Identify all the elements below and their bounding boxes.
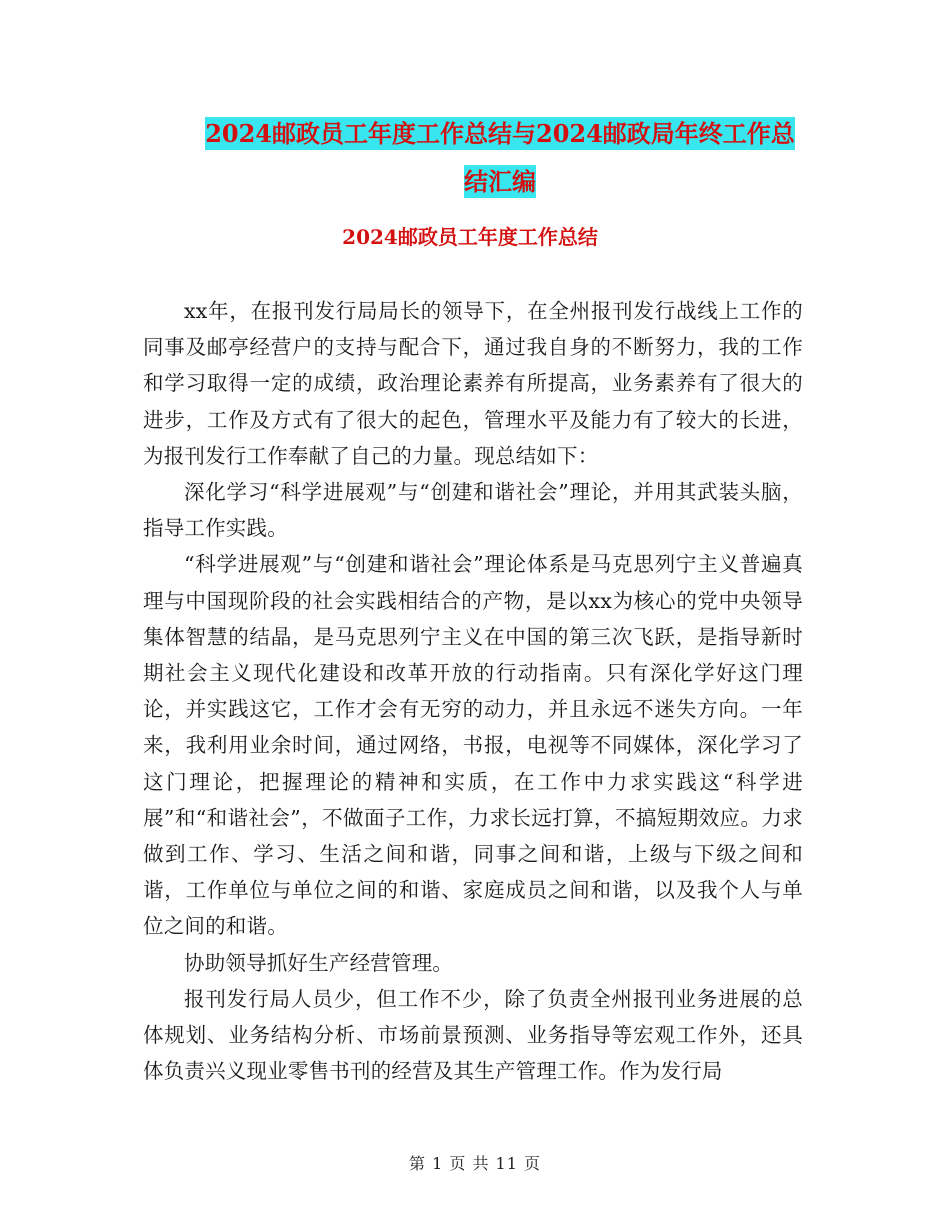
document-body: [143, 293, 803, 1089]
paragraph-1: xx年，在报刊发行局局长的领导下，在全州报刊发行战线上工作的同事及邮亭经营户的支持与配合下，通过我自身的不断努力，我的工作和学习取得一定的成绩，政治理论素养有所提高，业务素养有了很大的进步，工作及方式有了很大的起色，管理水平及能力有了较大的长进，为报刊发行工作奉献了自己的力量。现总结如下：: [143, 299, 803, 468]
paragraph-4: 协助领导抓好生产经营管理。: [184, 950, 454, 975]
document-title: [140, 110, 860, 206]
title-line-1: 2024邮政员工年度工作总结与2024邮政局年终工作总: [205, 119, 795, 148]
paragraph-5: 报刊发行局人员少，但工作不少，除了负责全州报刊业务进展的总体规划、业务结构分析、市场前景预测、业务指导等宏观工作外，还具体负责兴义现业零售书刊的经营及其生产管理工作。作为发行局: [143, 986, 803, 1084]
paragraph-3: “科学进展观”与“创建和谐社会”理论体系是马克思列宁主义普遍真理与中国现阶段的社会实践相结合的产物，是以xx为核心的党中央领导集体智慧的结晶，是马克思列宁主义在中国的第三次飞跃，是指导新时期社会主义现代化建设和改革开放的行动指南。只有深化学好这门理论，并实践这它，工作才会有无穷的动力，并且永远不迷失方向。一年来，我利用业余时间，通过网络，书报，电视等不同媒体，深化学习了这门理论，把握理论的精神和实质，在工作中力求实践这“科学进展”和“和谐社会”，不做面子工作，力求长远打算，不搞短期效应。力求做到工作、学习、生活之间和谐，同事之间和谐，上级与下级之间和谐，工作单位与单位之间的和谐、家庭成员之间和谐，以及我个人与单位之间的和谐。: [143, 552, 803, 939]
page-number-footer: 第 1 页 共 11 页: [409, 1154, 541, 1173]
title-line-2: 结汇编: [464, 167, 536, 196]
section-title: 2024邮政员工年度工作总结: [342, 225, 598, 249]
paragraph-2: 深化学习“科学进展观”与“创建和谐社会”理论，并用其武装头脑，指导工作实践。: [143, 480, 803, 541]
